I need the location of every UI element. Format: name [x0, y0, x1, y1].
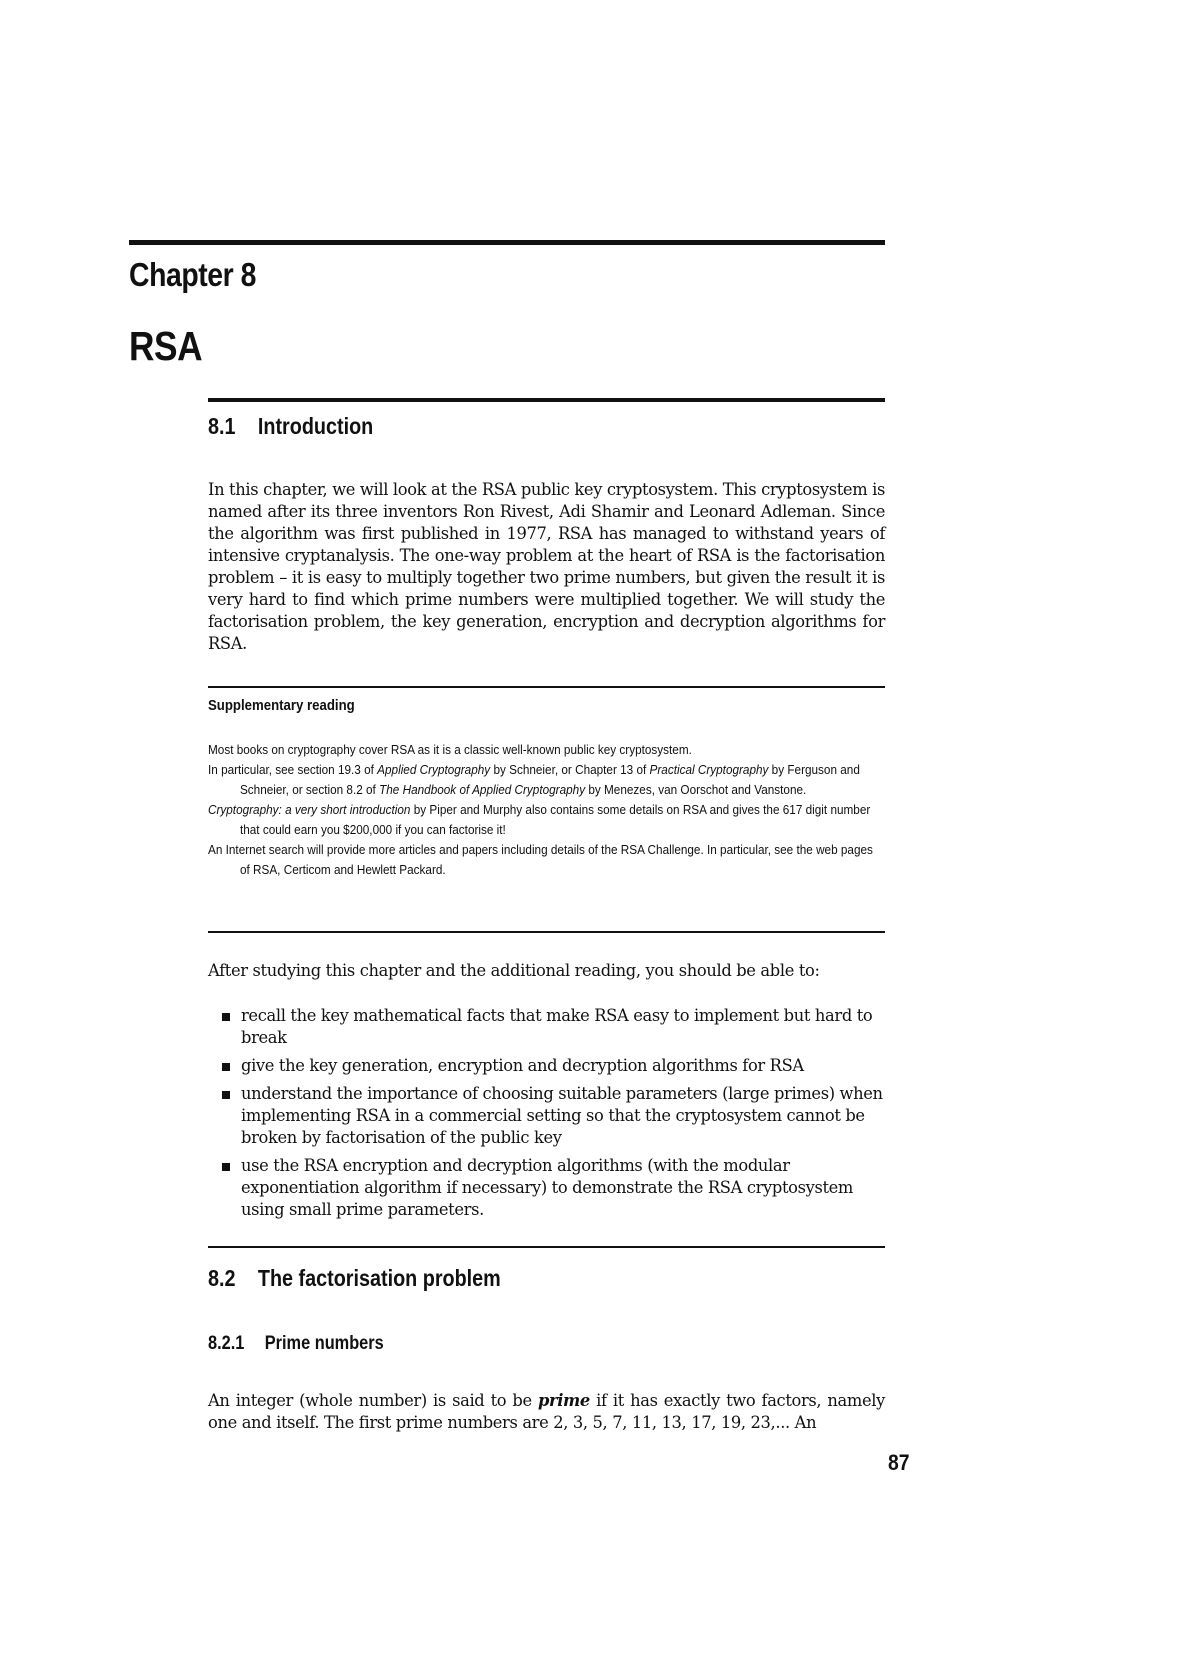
section-number: 8.2 — [208, 1265, 236, 1291]
intro-paragraph: In this chapter, we will look at the RSA public key cryptosystem. This cryptosystem is named after its three inventors Ron Rivest, Adi Shamir and Leonard Adleman. Since the algorithm was first published in 1977, RSA has managed to withstand years of intensive cryptanalysis. The one-way problem at the heart of RSA is the factorisation problem – it is easy to multiply together two prime numbers, but given the result it is very hard to find which prime numbers were multiplied together. We will study the factorisation problem, the key generation, encryption and decryption algorithms for RSA. — [208, 480, 885, 653]
chapter-title: RSA — [129, 323, 203, 369]
prime-paragraph: An integer (whole number) is said to be prime if it has exactly two factors, namely one and itself. The first prime numbers are 2, 3, 5, 7, 11, 13, 17, 19, 23,... An — [208, 1391, 885, 1432]
subsection-8-2-1-heading — [208, 1333, 384, 1355]
supplementary-list — [208, 740, 885, 880]
square-bullet-icon — [222, 1013, 230, 1021]
square-bullet-icon — [222, 1163, 230, 1171]
objectives-intro: After studying this chapter and the additional reading, you should be able to: — [208, 961, 820, 980]
supplementary-heading: Supplementary reading — [208, 697, 355, 714]
section-title: Introduction — [257, 413, 374, 439]
list-item: use the RSA encryption and decryption algorithms (with the modular exponentiation algorithm if necessary) to demonstrate the RSA cryptosystem using small prime parameters. — [222, 1155, 885, 1221]
book-title: Applied Cryptography — [377, 763, 491, 777]
page-number: 87 — [888, 1450, 910, 1475]
objectives-list — [222, 1005, 885, 1227]
chapter-label: Chapter 8 — [129, 256, 257, 293]
emphasis-prime: prime — [537, 1391, 590, 1410]
section-8-1-rule — [208, 398, 885, 402]
section-8-2-heading — [208, 1265, 501, 1292]
section-8-2-rule — [208, 1246, 885, 1248]
section-title: The factorisation problem — [257, 1265, 501, 1291]
supplementary-item: Cryptography: a very short introduction by Piper and Murphy also contains some details on RSA and gives the 617 digit number that could earn you $200,000 if you can factorise it! — [208, 803, 871, 837]
supplementary-bottom-rule — [208, 931, 885, 933]
section-8-1-heading — [208, 413, 373, 440]
supplementary-item: An Internet search will provide more articles and papers including details of the RSA Challenge. In particular, see the web pages of RSA, Certicom and Hewlett Packard. — [208, 843, 873, 877]
subsection-title: Prime numbers — [264, 1333, 384, 1354]
chapter-top-rule — [129, 240, 885, 245]
book-title: The Handbook of Applied Cryptography — [379, 783, 586, 797]
list-item: recall the key mathematical facts that make RSA easy to implement but hard to break — [222, 1005, 885, 1049]
subsection-number: 8.2.1 — [208, 1333, 245, 1354]
list-item: understand the importance of choosing suitable parameters (large primes) when implementing RSA in a commercial setting so that the cryptosystem cannot be broken by factorisation of the public key — [222, 1083, 885, 1149]
square-bullet-icon — [222, 1091, 230, 1099]
list-item: give the key generation, encryption and decryption algorithms for RSA — [222, 1055, 885, 1077]
book-title: Practical Cryptography — [649, 763, 769, 777]
book-title: Cryptography: a very short introduction — [208, 803, 411, 817]
supplementary-item: Most books on cryptography cover RSA as it is a classic well-known public key cryptosystem. — [208, 743, 692, 757]
supplementary-top-rule — [208, 686, 885, 688]
square-bullet-icon — [222, 1063, 230, 1071]
section-number: 8.1 — [208, 413, 236, 439]
supplementary-item: In particular, see section 19.3 of Applied Cryptography by Schneier, or Chapter 13 of Practical Cryptography by Ferguson and Schneier, or section 8.2 of The Handbook of Applied Cryptography by Menezes, van Oorschot and Vanstone. — [208, 763, 860, 797]
